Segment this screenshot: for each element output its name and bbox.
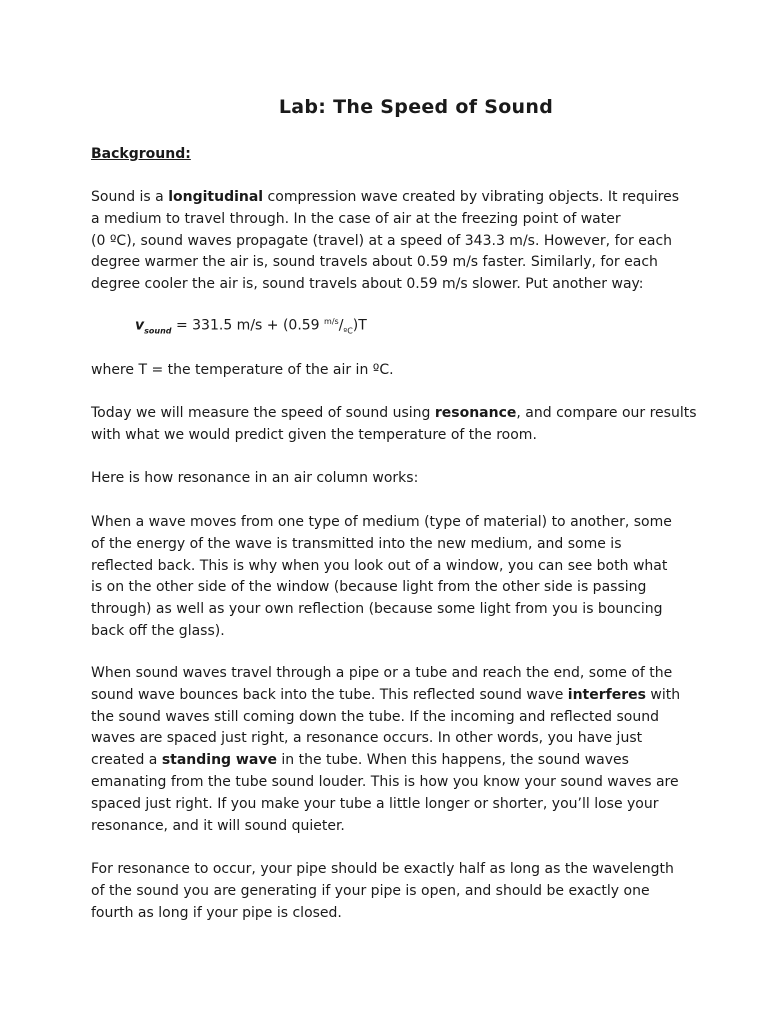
text-line: is on the other side of the window (because light from the other side is passing	[91, 579, 647, 596]
text-line: the sound waves still coming down the tube. If the incoming and reflected sound	[91, 708, 659, 725]
formula-variable: v	[135, 317, 145, 334]
formula-numerator: m/s	[324, 317, 339, 326]
text-line	[91, 403, 697, 425]
term-interferes: interferes	[567, 686, 646, 703]
text-span: sound wave bounces back into the tube. This reflected sound wave	[91, 686, 568, 703]
paragraph-here	[91, 468, 691, 490]
text-line: When sound waves travel through a pipe or a tube and reach the end, some of the	[91, 665, 673, 681]
text-span: with	[645, 686, 681, 703]
text-line: spaced just right. If you make your tube a little longer or shorter, you’ll lose your	[91, 795, 659, 812]
text-span: , and compare our results	[516, 405, 697, 421]
text-span: Sound is a	[91, 189, 169, 205]
text-line: resonance, and it will sound quieter.	[91, 817, 345, 834]
term-longitudinal: longitudinal	[168, 189, 264, 205]
paragraph-pipe	[91, 663, 691, 837]
formula-denominator: ºC	[343, 326, 353, 336]
text-line: degree cooler the air is, sound travels about 0.59 m/s slower. Put another way:	[91, 276, 644, 293]
page-title: Lab: The Speed of Sound	[278, 96, 554, 118]
text-line: of the energy of the wave is transmitted into the new medium, and some is	[91, 535, 622, 552]
text-line: through) as well as your own reflection (because some light from you is bouncing	[91, 601, 663, 618]
text-span: compression wave created by vibrating objects. It requires	[263, 189, 680, 205]
text-line: waves are spaced just right, a resonance occurs. In other words, you have just	[91, 730, 643, 747]
speed-formula	[135, 317, 367, 335]
formula-slash: /	[338, 317, 344, 334]
text-line: fourth as long if your pipe is closed.	[91, 904, 342, 921]
text-line: with what we would predict given the temperature of the room.	[91, 426, 537, 443]
text-line: emanating from the tube sound louder. This is how you know your sound waves are	[91, 773, 679, 790]
formula-tail: )T	[352, 317, 367, 334]
text-span: Today we will measure the speed of sound using	[91, 405, 435, 421]
text-line: of the sound you are generating if your pipe is open, and should be exactly one	[91, 882, 650, 899]
text-line	[91, 750, 691, 772]
text-line: (0 ºC), sound waves propagate (travel) at a speed of 343.3 m/s. However, for each	[91, 232, 673, 249]
paragraph-resonance	[91, 859, 691, 924]
formula-subscript: sound	[144, 326, 172, 336]
section-heading: Background:	[91, 146, 191, 162]
text-line: back off the glass).	[91, 622, 225, 639]
formula-equation: = 331.5 m/s + (0.59	[171, 317, 325, 334]
paragraph-today	[91, 403, 697, 447]
text-line	[91, 685, 691, 707]
paragraph-where	[91, 360, 691, 382]
text-line	[91, 187, 691, 209]
text-span: created a	[91, 752, 162, 769]
text-line: where T = the temperature of the air in ºC.	[91, 362, 394, 378]
text-line: reflected back. This is why when you look out of a window, you can see both what	[91, 557, 668, 574]
text-line: When a wave moves from one type of medium (type of material) to another, some	[91, 514, 672, 530]
text-line: Here is how resonance in an air column works:	[91, 470, 419, 486]
term-standing-wave: standing wave	[161, 752, 277, 769]
text-line: degree warmer the air is, sound travels about 0.59 m/s faster. Similarly, for each	[91, 254, 658, 271]
paragraph-intro	[91, 187, 691, 296]
text-line: a medium to travel through. In the case of air at the freezing point of water	[91, 210, 621, 227]
text-line: For resonance to occur, your pipe should be exactly half as long as the wavelength	[91, 861, 674, 877]
term-resonance: resonance	[434, 405, 517, 421]
paragraph-medium	[91, 512, 691, 643]
text-span: in the tube. When this happens, the sound waves	[276, 752, 629, 769]
